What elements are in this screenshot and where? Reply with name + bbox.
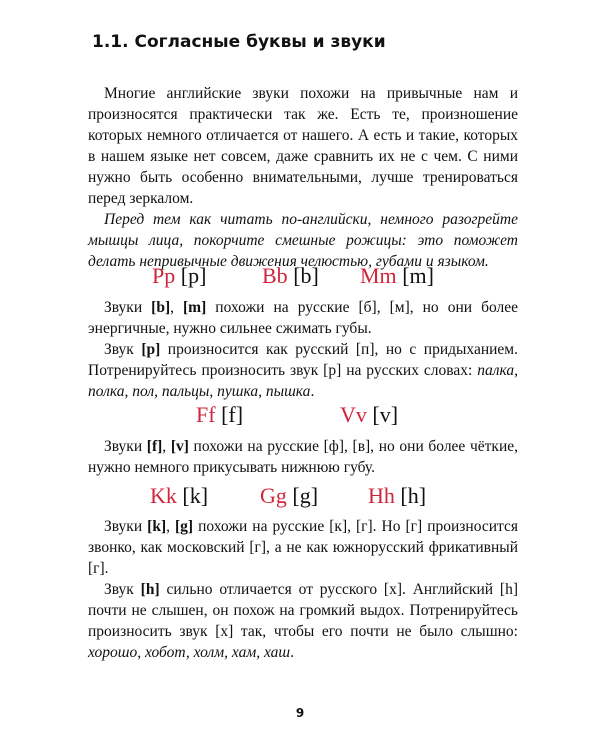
page-number: 9 <box>295 706 305 720</box>
letter: Bb <box>262 263 288 288</box>
paragraph-b-m: Звуки [b], [m] похожи на русские [б], [м], но они более энергичные, нужно сильнее сжимать губы. <box>88 299 518 337</box>
sound: [m] <box>402 263 434 288</box>
paragraph-h: Звук [h] сильно отличается от русского [х]. Английский [h] почти не слышен, он похож на громкий выдох. Потренируйтесь произносить звук [х] так, чтобы его почти не было слышно: хорошо, хобот, холм, хам, хаш. <box>88 581 518 661</box>
letter: Mm <box>360 263 397 288</box>
group2-text <box>88 436 518 478</box>
intro-paragraph: Многие английские звуки похожи на привычные нам и произносятся практически так же. Есть те, произношение которых немного отличается от нашего. А есть и такие, которых в нашем языке нет совсем, даже сравнить их не с чем. С ними нужно быть особенно внимательными, лучше тренироваться перед зеркалом. <box>88 85 518 207</box>
sound: [k] <box>182 483 209 508</box>
letter-pair <box>360 263 434 289</box>
paragraph-f-v: Звуки [f], [v] похожи на русские [ф], [в], но они более чёткие, нужно немного прикусывать нижнюю губу. <box>88 438 518 476</box>
letter-pair <box>262 263 319 289</box>
sound: [f] <box>221 402 244 427</box>
sound: [p] <box>180 263 207 288</box>
group3-text <box>88 516 518 663</box>
sound: [g] <box>292 483 319 508</box>
letter-pair <box>260 483 318 509</box>
letter-pair <box>368 483 426 509</box>
intro-block <box>88 83 518 272</box>
letter-pair <box>150 483 208 509</box>
letter: Pp <box>152 263 176 288</box>
sound: [b] <box>293 263 319 288</box>
sound: [v] <box>372 402 399 427</box>
letter: Gg <box>260 483 287 508</box>
letter: Ff <box>196 402 216 427</box>
warmup-tip: Перед тем как читать по-английски, немного разогрейте мышцы лица, покорчите смешные рожицы: это поможет делать непривычные движения челюстью, губами и языком. <box>88 211 518 270</box>
letter-pair <box>152 263 206 289</box>
letter: Kk <box>150 483 177 508</box>
paragraph-p: Звук [p] произносится как русский [п], но с придыханием. Потренируйтесь произносить звук [p] на русских словах: палка, полка, пол, пальцы, пушка, пышка. <box>88 341 518 400</box>
paragraph-k-g: Звуки [k], [g] похожи на русские [к], [г]. Но [г] произносится звонко, как московский [г], а не как южнорусский фрикативный [г]. <box>88 518 518 577</box>
sound: [h] <box>400 483 427 508</box>
letter: Vv <box>340 402 367 427</box>
letter-pair <box>340 402 398 428</box>
group1-text <box>88 297 518 402</box>
section-title: 1.1. Согласные буквы и звуки <box>92 32 386 52</box>
letter: Hh <box>368 483 395 508</box>
letter-pair <box>196 402 243 428</box>
